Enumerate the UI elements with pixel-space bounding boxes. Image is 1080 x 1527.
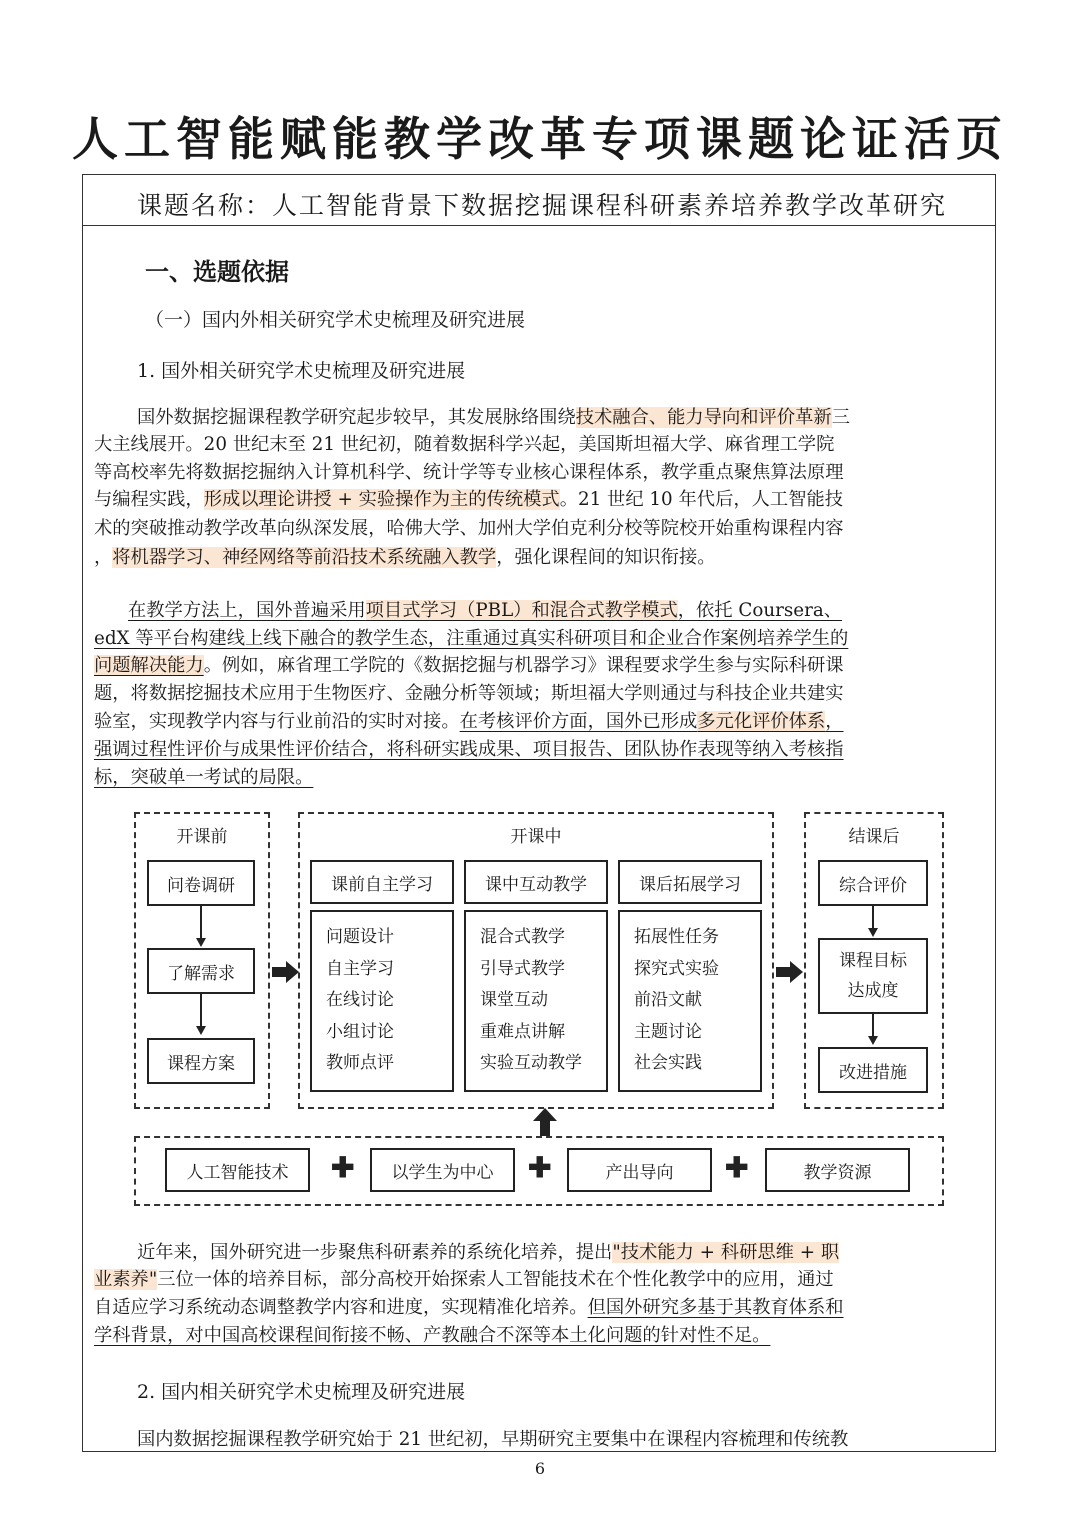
foreign-research-heading: 1. 国外相关研究学术史梳理及研究进展: [137, 360, 466, 382]
list-item: 探究式实验: [634, 958, 719, 979]
document-title: 人工智能赋能教学改革专项课题论证活页: [72, 112, 1008, 166]
arrow-head: [868, 1036, 878, 1045]
topic-name: 课题名称：人工智能背景下数据挖掘课程科研素养培养教学改革研究: [137, 191, 948, 220]
text-line: 国外数据挖掘课程教学研究起步较早，其发展脉络围绕技术融合、能力导向和评价革新三: [137, 407, 850, 428]
text-line: 学科背景，对中国高校课程间衔接不畅、产教融合不深等本土化问题的针对性不足。: [94, 1325, 771, 1346]
column-list-post: [618, 910, 762, 1092]
list-item: 重难点讲解: [480, 1021, 565, 1042]
step-goal-line1: 课程目标: [839, 951, 907, 971]
page-number: 6: [534, 1459, 546, 1478]
list-item: 实验互动教学: [480, 1053, 582, 1073]
foundation-resources: 教学资源: [765, 1148, 910, 1192]
list-item: 问题设计: [326, 927, 394, 947]
text-line: 强调过程性评价与成果性评价结合，将科研实践成果、项目报告、团队协作表现等纳入考核指: [94, 739, 844, 760]
list-item: 教师点评: [326, 1053, 394, 1073]
step-survey: 问卷调研: [147, 860, 255, 906]
after-class-title: 结课后: [848, 827, 900, 847]
text-line: 验室，实现教学内容与行业前沿的实时对接。在考核评价方面，国外已形成多元化评价体系，: [94, 711, 844, 732]
step-improvement: 改进措施: [818, 1047, 928, 1093]
column-list-pre: [310, 910, 454, 1092]
text-line: 在教学方法上，国外普遍采用项目式学习（PBL）和混合式教学模式，依托 Coursera、: [128, 600, 843, 621]
list-item: 在线讨论: [326, 990, 394, 1010]
section-heading: 一、选题依据: [145, 257, 289, 286]
text-line: 大主线展开。20 世纪末至 21 世纪初，随着数据科学兴起，美国斯坦福大学、麻省理工学院: [94, 434, 835, 455]
column-header-in: 课中互动教学: [464, 860, 608, 904]
text-line: 近年来，国外研究进一步聚焦科研素养的系统化培养，提出"技术能力 + 科研思维 + 职: [137, 1242, 840, 1263]
list-item: 混合式教学: [480, 927, 565, 947]
step-needs: 了解需求: [147, 948, 255, 994]
during-class-title: 开课中: [510, 827, 562, 847]
text-line: 问题解决能力。例如，麻省理工学院的《数据挖掘与机器学习》课程要求学生参与实际科研课: [94, 655, 844, 676]
flow-arrow-right: [776, 961, 804, 983]
arrow-line: [872, 906, 874, 928]
domestic-research-heading: 2. 国内相关研究学术史梳理及研究进展: [137, 1381, 466, 1403]
list-item: 社会实践: [634, 1053, 702, 1073]
foundation-ai-tech: 人工智能技术: [165, 1148, 310, 1192]
text-line: 等高校率先将数据挖掘纳入计算机科学、统计学等专业核心课程体系，教学重点聚焦算法原理: [94, 462, 844, 483]
plus-icon: ✚: [528, 1151, 552, 1184]
arrow-head: [196, 1026, 206, 1035]
plus-icon: ✚: [725, 1151, 749, 1184]
subsection-heading: （一）国内外相关研究学术史梳理及研究进展: [145, 309, 526, 331]
list-item: 拓展性任务: [634, 927, 719, 947]
arrow-line: [200, 906, 202, 938]
list-item: 自主学习: [326, 958, 394, 979]
step-plan: 课程方案: [147, 1038, 255, 1084]
arrow-line: [200, 994, 202, 1026]
before-class-title: 开课前: [176, 827, 228, 847]
column-header-pre: 课前自主学习: [310, 860, 454, 904]
foundation-student-centered: 以学生为中心: [370, 1148, 515, 1192]
text-line: edX 等平台构建线上线下融合的教学生态，注重通过真实科研项目和企业合作案例培养学生的: [94, 628, 849, 649]
plus-icon: ✚: [331, 1151, 355, 1184]
arrow-head: [868, 928, 878, 937]
text-line: 业素养"三位一体的培养目标，部分高校开始探索人工智能技术在个性化教学中的应用，通过: [94, 1269, 834, 1290]
list-item: 前沿文献: [634, 990, 702, 1010]
paragraph-domestic-start: 国内数据挖掘课程教学研究始于 21 世纪初，早期研究主要集中在课程内容梳理和传统教: [137, 1429, 849, 1450]
list-item: 小组讨论: [326, 1021, 394, 1042]
list-item: 主题讨论: [634, 1021, 702, 1042]
text-line: 自适应学习系统动态调整教学内容和进度，实现精准化培养。但国外研究多基于其教育体系和: [94, 1297, 844, 1318]
step-goal-line2: 达成度: [847, 981, 899, 1001]
text-line: ，将机器学习、神经网络等前沿技术系统融入教学，强化课程间的知识衔接。: [94, 547, 716, 568]
foundation-outcome: 产出导向: [567, 1148, 712, 1192]
text-line: 术的突破推动教学改革向纵深发展，哈佛大学、加州大学伯克利分校等院校开始重构课程内容: [94, 518, 844, 539]
step-evaluation: 综合评价: [818, 860, 928, 906]
arrow-line: [872, 1014, 874, 1036]
flow-arrow-right: [272, 961, 300, 983]
list-item: 引导式教学: [480, 958, 565, 979]
flow-arrow-up: [533, 1108, 557, 1136]
text-line: 标，突破单一考试的局限。: [94, 767, 314, 788]
column-list-in: [464, 910, 608, 1092]
text-line: 题，将数据挖掘技术应用于生物医疗、金融分析等领域；斯坦福大学则通过与科技企业共建实: [94, 683, 844, 704]
step-goal-attainment: [818, 938, 928, 1014]
list-item: 课堂互动: [480, 990, 548, 1010]
column-header-post: 课后拓展学习: [618, 860, 762, 904]
text-line: 与编程实践，形成以理论讲授 + 实验操作为主的传统模式。21 世纪 10 年代后，人工智能技: [94, 489, 844, 510]
arrow-head: [196, 938, 206, 947]
